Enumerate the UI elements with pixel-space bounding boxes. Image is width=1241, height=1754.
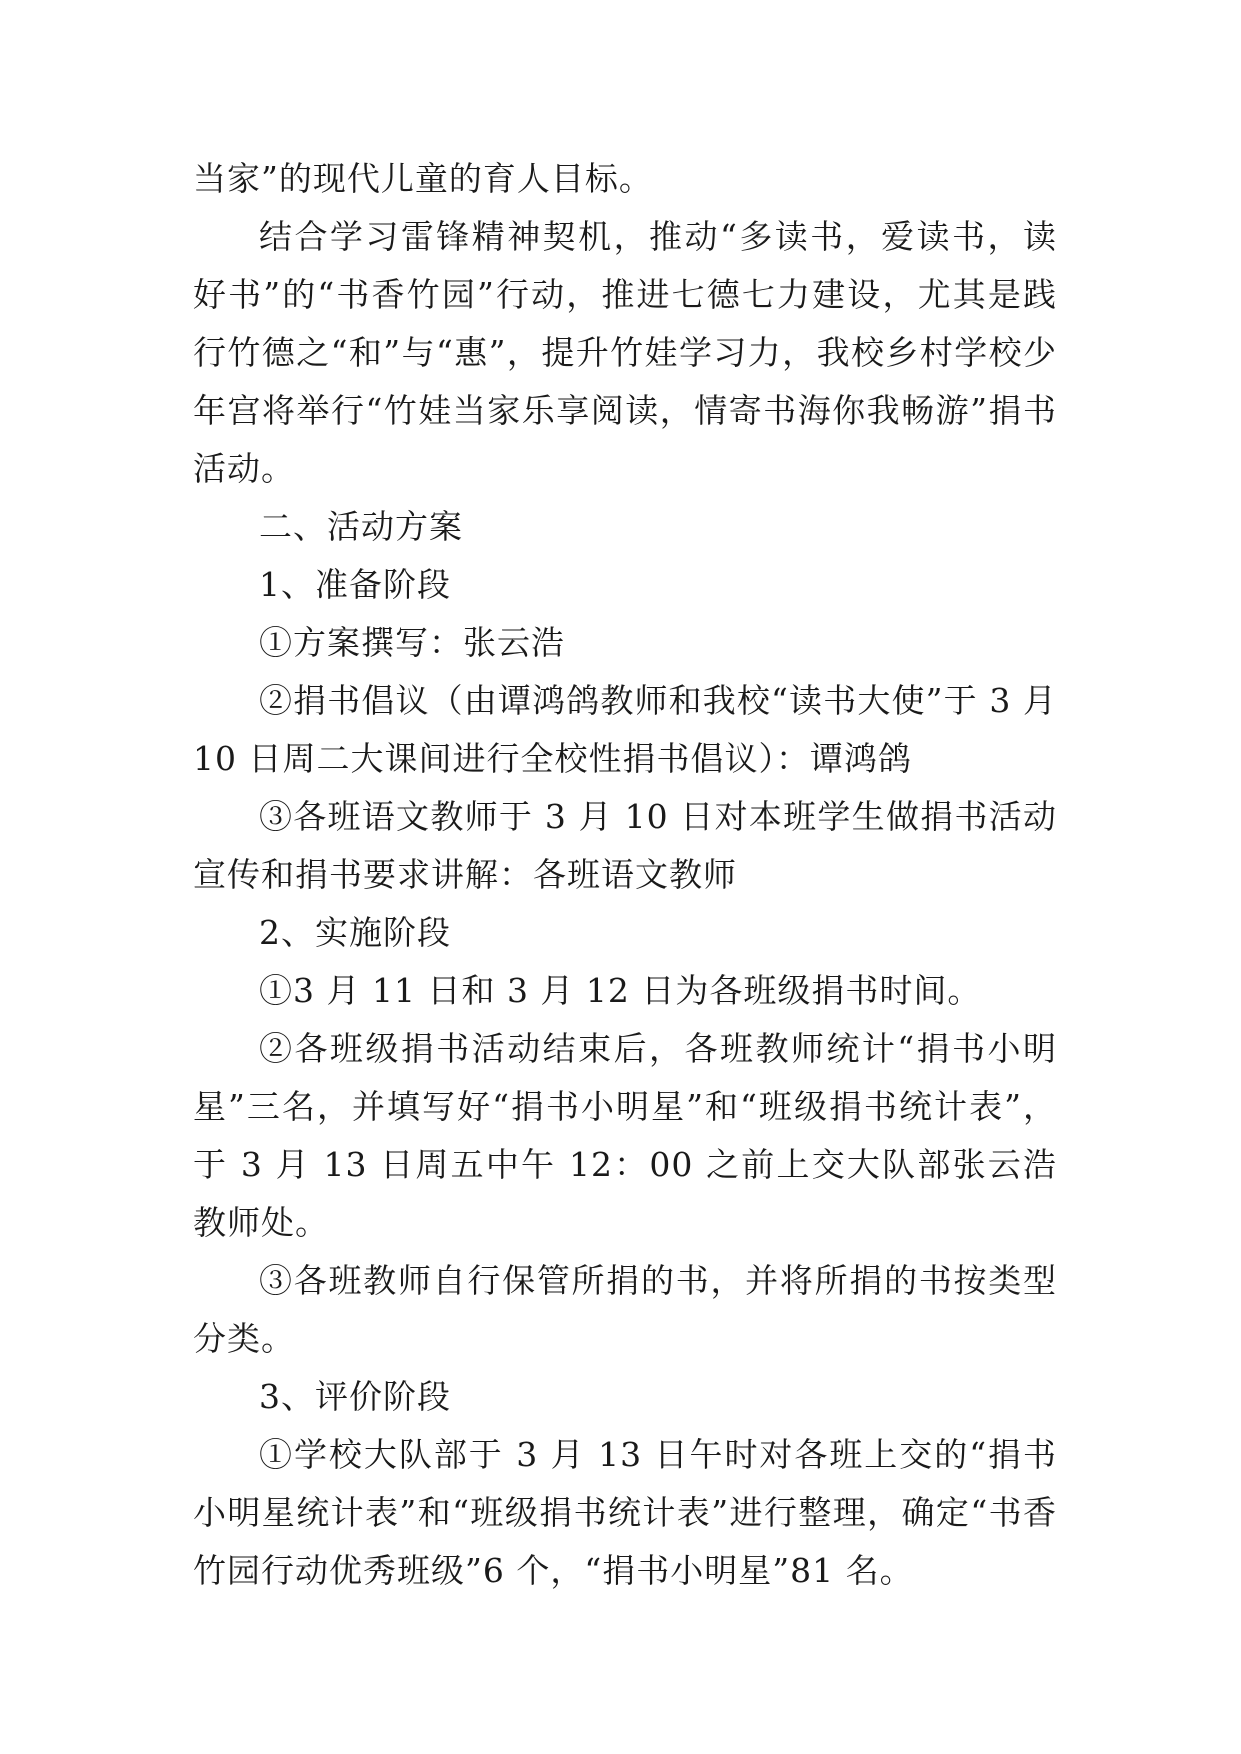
list-item-book-storage: ③各班教师自行保管所捐的书，并将所捐的书按类型分类。 [193, 1261, 1057, 1358]
subheading-implementation: 2、实施阶段 [259, 913, 451, 952]
section-heading-plan: 二、活动方案 [259, 507, 463, 546]
document-body [193, 150, 1057, 1600]
list-item-proposal: ②捐书倡议（由谭鸿鸽教师和我校“读书大使”于 3 月 10 日周二大课间进行全校性捐书倡议）：谭鸿鸽 [193, 681, 1057, 778]
list-item-plan-writing: ①方案撰写：张云浩 [259, 623, 565, 662]
paragraph-activity-intro: 结合学习雷锋精神契机，推动“多读书，爱读书，读好书”的“书香竹园”行动，推进七德七力建设，尤其是践行竹德之“和”与“惠”，提升竹娃学习力，我校乡村学校少年宫将举行“竹娃当家乐享阅读，情寄书海你我畅游”捐书活动。 [193, 217, 1057, 488]
list-item-publicity: ③各班语文教师于 3 月 10 日对本班学生做捐书活动宣传和捐书要求讲解：各班语文教师 [193, 797, 1057, 894]
subheading-evaluation: 3、评价阶段 [259, 1377, 451, 1416]
paragraph-goal-end: 当家”的现代儿童的育人目标。 [193, 159, 653, 198]
list-item-statistics: ②各班级捐书活动结束后，各班教师统计“捐书小明星”三名，并填写好“捐书小明星”和“班级捐书统计表”，于 3 月 13 日周五中午 12：00 之前上交大队部张云浩教师处。 [193, 1029, 1057, 1242]
list-item-donation-time: ①3 月 11 日和 3 月 12 日为各班级捐书时间。 [259, 971, 982, 1010]
list-item-evaluation-result: ①学校大队部于 3 月 13 日午时对各班上交的“捐书小明星统计表”和“班级捐书统计表”进行整理，确定“书香竹园行动优秀班级”6 个，“捐书小明星”81 名。 [193, 1435, 1057, 1590]
subheading-preparation: 1、准备阶段 [259, 565, 451, 604]
